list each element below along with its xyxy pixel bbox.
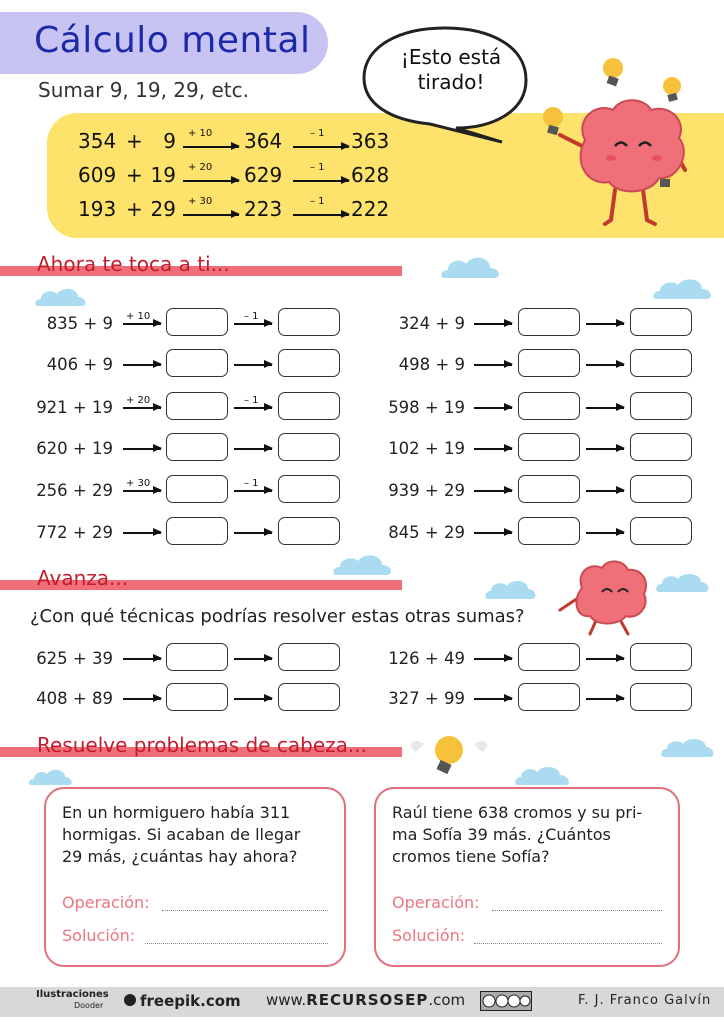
answer-box[interactable] xyxy=(166,475,228,503)
answer-box[interactable] xyxy=(166,392,228,420)
arrow-icon xyxy=(474,698,512,700)
answer-box[interactable] xyxy=(166,517,228,545)
arrow-icon xyxy=(474,364,512,366)
solution-answer-line[interactable] xyxy=(474,943,662,944)
arrow-icon xyxy=(586,407,624,409)
operation-label: Operación: xyxy=(392,893,480,912)
answer-box[interactable] xyxy=(518,643,580,671)
solution-label: Solución: xyxy=(62,926,136,945)
answer-box[interactable] xyxy=(166,349,228,377)
cloud-icon xyxy=(660,734,718,758)
freepik-logo-icon xyxy=(122,993,138,1007)
answer-box[interactable] xyxy=(630,308,692,336)
page-title: Cálculo mental xyxy=(34,20,311,61)
arrow-icon xyxy=(586,490,624,492)
answer-box[interactable] xyxy=(518,683,580,711)
answer-box[interactable] xyxy=(278,475,340,503)
arrow-icon xyxy=(183,146,239,148)
lightbulb-icon xyxy=(404,724,494,784)
arrow-icon xyxy=(234,532,272,534)
answer-box[interactable] xyxy=(278,517,340,545)
answer-box[interactable] xyxy=(630,517,692,545)
operation-label: Operación: xyxy=(62,893,150,912)
creative-commons-icon xyxy=(480,991,532,1011)
footer-website[interactable]: www.RECURSOSEP.com xyxy=(266,991,466,1009)
answer-box[interactable] xyxy=(518,392,580,420)
arrow-icon xyxy=(293,146,349,148)
arrow-icon xyxy=(123,407,161,409)
page-subtitle: Sumar 9, 19, 29, etc. xyxy=(38,78,249,102)
arrow-icon xyxy=(474,407,512,409)
speech-bubble-text: ¡Esto está tirado! xyxy=(400,45,502,94)
arrow-icon xyxy=(234,698,272,700)
arrow-icon xyxy=(123,532,161,534)
answer-box[interactable] xyxy=(278,683,340,711)
answer-box[interactable] xyxy=(630,433,692,461)
answer-box[interactable] xyxy=(630,349,692,377)
cloud-icon xyxy=(484,576,540,600)
arrow-icon xyxy=(586,532,624,534)
advance-question: ¿Con qué técnicas podrías resolver estas otras sumas? xyxy=(30,606,525,627)
solution-answer-line[interactable] xyxy=(145,943,328,944)
arrow-icon xyxy=(586,698,624,700)
cloud-icon xyxy=(34,285,90,307)
arrow-icon xyxy=(293,180,349,182)
arrow-icon xyxy=(474,532,512,534)
arrow-icon xyxy=(474,490,512,492)
answer-box[interactable] xyxy=(518,349,580,377)
answer-box[interactable] xyxy=(630,683,692,711)
arrow-icon xyxy=(234,448,272,450)
arrow-icon xyxy=(293,214,349,216)
arrow-icon xyxy=(586,658,624,660)
worksheet-page: Cálculo mental Sumar 9, 19, 29, etc. 354 + 9 + 10 364 – 1 363 609 + 19 + 20 629 – 1 628 193 + 29 + 30 223 – 1 222 ¡Esto está tirado! Ahora te toca a ti... 835 + 9 + 10 – 1 406 + 9 921 + 19 + 20 – 1 620 + 19 256 + 29 + 30 – 1 772 + 29 324 + 9 498 + 9 598 + 19 102 + 19 939 + 29 845 + 29 Avanza... ¿Con qué técnicas podrías resolver estas otras sumas? 625 + 39 408 + 89 126 + 49 327 + 99 Resuelve problemas de cabeza... En un hormiguero había 311 hormigas. Si acaban de llegar 29 más, ¿cuántas hay ahora? Operación: Solución: Raúl tiene 638 cromos y su pri- ma Sofía 39 más. ¿Cuántos cromos tiene Sofía? Operación: Solución: Ilustraciones Dooder freepik.com www.RECURSOSEP.com F. J. Franco Galvín xyxy=(0,0,724,1024)
answer-box[interactable] xyxy=(278,643,340,671)
answer-box[interactable] xyxy=(166,643,228,671)
arrow-icon xyxy=(586,448,624,450)
cloud-icon xyxy=(440,252,502,280)
answer-box[interactable] xyxy=(278,433,340,461)
arrow-icon xyxy=(123,323,161,325)
cloud-icon xyxy=(28,766,76,786)
cloud-icon xyxy=(514,762,574,786)
answer-box[interactable] xyxy=(630,475,692,503)
cloud-icon xyxy=(655,569,713,593)
answer-box[interactable] xyxy=(278,308,340,336)
answer-box[interactable] xyxy=(166,683,228,711)
brain-mascot-icon xyxy=(535,40,715,235)
operation-answer-line[interactable] xyxy=(162,910,328,911)
arrow-icon xyxy=(234,658,272,660)
arrow-icon xyxy=(123,658,161,660)
footer-freepik[interactable]: freepik.com xyxy=(140,992,241,1010)
arrow-icon xyxy=(123,490,161,492)
answer-box[interactable] xyxy=(518,308,580,336)
footer-illustrations-label: Ilustraciones xyxy=(36,989,109,1000)
arrow-icon xyxy=(474,323,512,325)
answer-box[interactable] xyxy=(166,308,228,336)
arrow-icon xyxy=(123,364,161,366)
answer-box[interactable] xyxy=(518,433,580,461)
section-title-advance: Avanza... xyxy=(37,566,129,590)
arrow-icon xyxy=(474,448,512,450)
problem-text: En un hormiguero había 311 hormigas. Si acaban de llegar 29 más, ¿cuántas hay ahora? xyxy=(62,803,301,866)
brain-mascot-icon xyxy=(548,548,658,640)
answer-box[interactable] xyxy=(518,517,580,545)
cloud-icon xyxy=(652,274,714,300)
answer-box[interactable] xyxy=(518,475,580,503)
answer-box[interactable] xyxy=(278,349,340,377)
arrow-icon xyxy=(234,364,272,366)
arrow-icon xyxy=(123,448,161,450)
footer-author: F. J. Franco Galvín xyxy=(578,993,712,1008)
problem-text: Raúl tiene 638 cromos y su pri- ma Sofía 39 más. ¿Cuántos cromos tiene Sofía? xyxy=(392,803,643,866)
arrow-icon xyxy=(183,214,239,216)
footer-illustrator: Dooder xyxy=(74,1001,104,1010)
answer-box[interactable] xyxy=(630,643,692,671)
section-title-problems: Resuelve problemas de cabeza... xyxy=(37,733,367,757)
arrow-icon xyxy=(586,323,624,325)
arrow-icon xyxy=(183,180,239,182)
arrow-icon xyxy=(123,698,161,700)
answer-box[interactable] xyxy=(166,433,228,461)
arrow-icon xyxy=(234,490,272,492)
arrow-icon xyxy=(586,364,624,366)
solution-label: Solución: xyxy=(392,926,466,945)
answer-box[interactable] xyxy=(630,392,692,420)
arrow-icon xyxy=(234,323,272,325)
section-title-practice: Ahora te toca a ti... xyxy=(37,252,230,276)
arrow-icon xyxy=(234,407,272,409)
arrow-icon xyxy=(474,658,512,660)
cloud-icon xyxy=(332,550,394,576)
operation-answer-line[interactable] xyxy=(492,910,662,911)
answer-box[interactable] xyxy=(278,392,340,420)
